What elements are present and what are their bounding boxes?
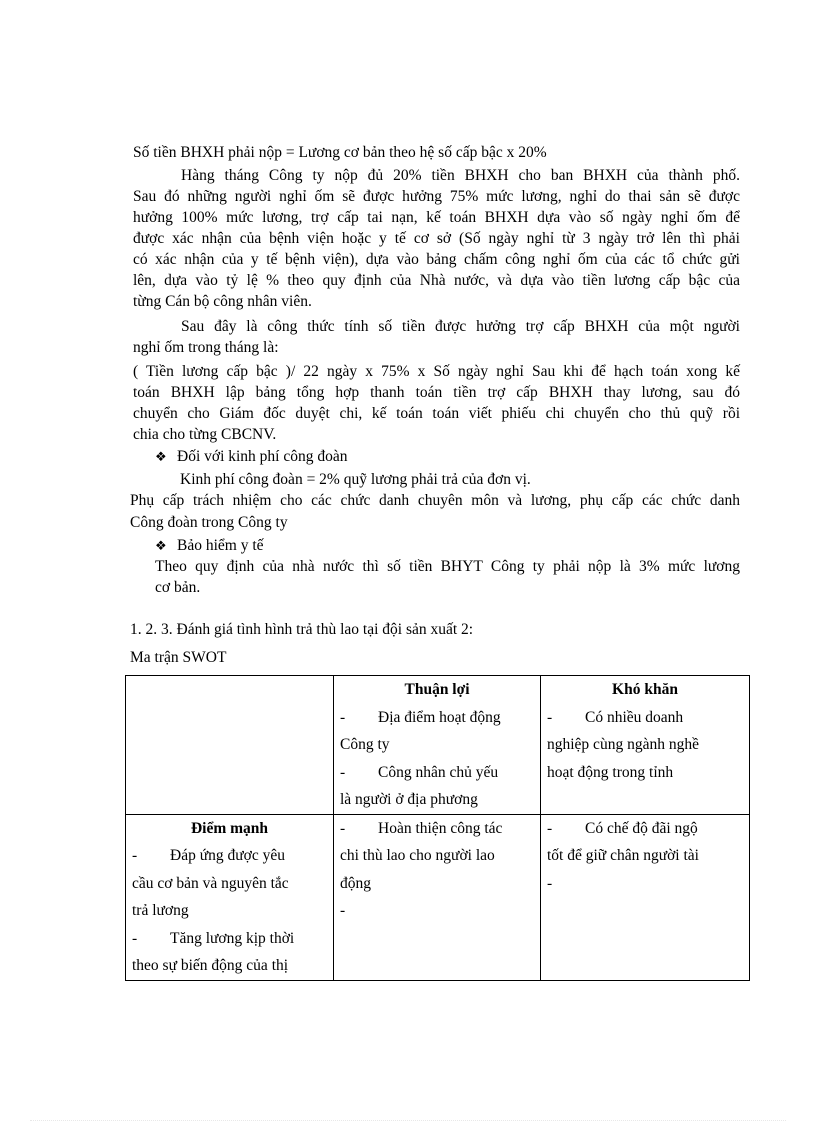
header-strengths: Điểm mạnh [190, 819, 269, 837]
dash-marker: - [340, 708, 346, 726]
paragraph-line: chuyển cho Giám đốc duyệt chi, kế toán toán viết phiếu chi chuyển cho thủ quỹ rồi [133, 405, 740, 422]
header-threats: Khó khăn [612, 681, 678, 698]
dash-marker: - [132, 929, 138, 947]
cell-text: Có chế độ đãi ngộ [585, 819, 698, 837]
section-heading: 1. 2. 3. Đánh giá tình hình trả thù lao tại đội sản xuất 2: [130, 621, 474, 638]
paragraph-line: Sau đó những người nghỉ ốm sẽ được hưởng 75% mức lương, nghỉ do thai sản sẽ được [133, 188, 740, 205]
table-cell-so [334, 814, 541, 980]
dash-marker: - [547, 708, 553, 726]
cell-text: Địa điểm hoạt động [378, 708, 501, 726]
paragraph-line: Phụ cấp trách nhiệm cho các chức danh chuyên môn và lương, phụ cấp các chức danh [130, 492, 740, 509]
cell-text: theo sự biến động của thị [132, 957, 289, 974]
table-cell-opportunities [334, 676, 541, 815]
cell-text: Tăng lương kịp thời [170, 929, 295, 947]
bullet-item-health-insurance: ❖ Bảo hiểm y tế [155, 537, 264, 554]
cell-text: động [340, 874, 371, 892]
table-row [126, 814, 750, 980]
cell-text: Đáp ứng được yêu [170, 847, 285, 864]
swot-table [125, 675, 750, 981]
paragraph-line: Sau đây là công thức tính số tiền được hưởng trợ cấp BHXH của một người [181, 318, 740, 335]
paragraph-line: chia cho từng CBCNV. [133, 426, 277, 443]
paragraph-line: toán BHXH lập bảng tổng hợp thanh toán tiền trợ cấp BHXH thay lương, sau đó [133, 384, 740, 401]
cell-text: Công nhân chủ yếu [378, 763, 499, 781]
paragraph-line: ( Tiền lương cấp bậc )/ 22 ngày x 75% x Số ngày nghỉ Sau khi để hạch toán xong kế [133, 363, 740, 380]
paragraph-line: hưởng 100% mức lương, trợ cấp tai nạn, kế toán BHXH dựa vào số ngày nghỉ ốm để [133, 209, 740, 226]
dash-marker: - [547, 874, 553, 892]
cell-text: tốt để giữ chân người tài [547, 847, 699, 864]
paragraph-line: Công đoàn trong Công ty [130, 514, 288, 531]
dash-marker: - [547, 819, 553, 837]
paragraph-line: nghỉ ốm trong tháng là: [133, 339, 279, 356]
diamond-bullet-icon: ❖ [155, 449, 167, 464]
bhxh-formula-line: Số tiền BHXH phải nộp = Lương cơ bản theo hệ số cấp bậc x 20% [133, 144, 547, 161]
cell-text: trả lương [132, 902, 189, 919]
table-cell-empty [126, 676, 334, 815]
cell-text: Hoàn thiện công tác [378, 819, 503, 837]
cell-text: nghiệp cùng ngành nghề [547, 736, 699, 753]
swot-matrix-label: Ma trận SWOT [130, 649, 227, 666]
dash-marker: - [132, 847, 138, 864]
paragraph-line: cơ bản. [155, 579, 201, 596]
cell-text: hoạt động trong tỉnh [547, 763, 674, 781]
paragraph-line: Theo quy định của nhà nước thì số tiền BHYT Công ty phải nộp là 3% mức lương [155, 558, 740, 575]
bullet-item-union-fee: ❖ Đối với kinh phí công đoàn [155, 448, 348, 465]
table-cell-threats [541, 676, 750, 815]
paragraph-line: có xác nhận của y tế bệnh viện), dựa vào bảng chấm công nghỉ ốm của các tổ chức gửi [133, 251, 740, 268]
dash-marker: - [340, 763, 346, 781]
cell-text: cầu cơ bản và nguyên tắc [132, 874, 289, 892]
page-bottom-rule [30, 1120, 786, 1121]
paragraph-line: được xác nhận của bệnh viện hoặc y tế cơ sở (Số ngày nghỉ từ 3 ngày trở lên thì phải [133, 230, 740, 247]
table-cell-strengths [126, 814, 334, 980]
header-opportunities: Thuận lợi [404, 681, 470, 698]
cell-text: là người ở địa phương [340, 791, 478, 808]
cell-text: Công ty [340, 736, 390, 753]
paragraph-line: lên, dựa vào tỷ lệ % theo quy định của Nhà nước, và dựa vào tiền lương cấp bậc của [133, 272, 740, 289]
table-row [126, 676, 750, 815]
union-fee-line: Kinh phí công đoàn = 2% quỹ lương phải trả của đơn vị. [180, 471, 531, 488]
dash-marker: - [340, 902, 346, 919]
dash-marker: - [340, 819, 346, 837]
diamond-bullet-icon: ❖ [155, 538, 167, 553]
paragraph-line: từng Cán bộ công nhân viên. [133, 293, 312, 310]
table-cell-st [541, 814, 750, 980]
paragraph-line: Hàng tháng Công ty nộp đủ 20% tiền BHXH cho ban BHXH của thành phố. [181, 167, 740, 184]
cell-text: Có nhiều doanh [585, 708, 684, 726]
cell-text: chi thù lao cho người lao [340, 847, 495, 864]
